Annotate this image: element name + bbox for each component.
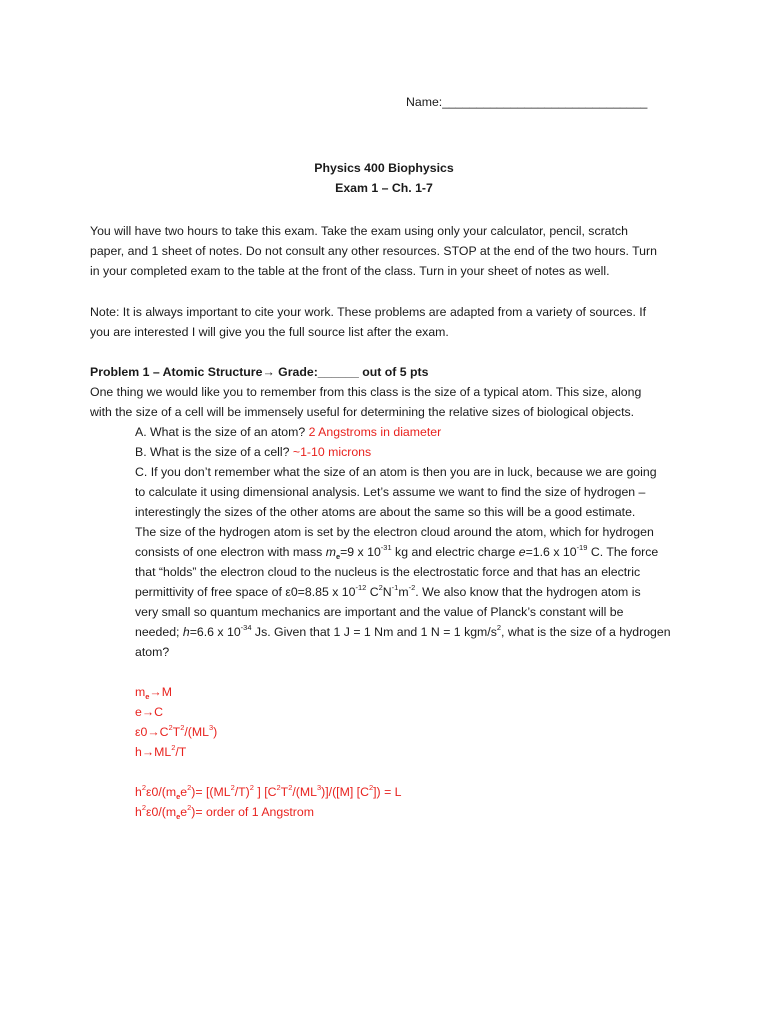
name-blank: ______________________________ <box>442 95 648 109</box>
text-run: 2 <box>276 783 281 792</box>
part-c-line: very small so quantum mechanics are important and the value of Planck’s constant will be <box>135 605 624 619</box>
text-run: Js. Given that 1 J = 1 Nm and 1 N = 1 kgm/s <box>251 625 497 639</box>
text-run: 2 <box>249 783 254 792</box>
text-run: =1.6 x 10 <box>525 545 577 559</box>
text-run: h→ML <box>135 745 172 759</box>
answer-line <box>135 785 402 799</box>
instructions-line: You will have two hours to take this exam. Take the exam using only your calculator, pencil, scratch <box>90 224 628 238</box>
part-b <box>135 445 371 459</box>
text-run: -34 <box>240 623 252 632</box>
course-title: Physics 400 Biophysics <box>314 161 454 175</box>
text-run: 2 <box>180 723 185 732</box>
part-b-question: B. What is the size of a cell? <box>135 445 293 459</box>
text-run: ε0/(m <box>146 805 177 819</box>
text-run: e <box>180 785 188 799</box>
arrow-icon: → <box>262 365 275 379</box>
text-run: 2 <box>171 743 176 752</box>
part-a-question: A. What is the size of an atom? <box>135 425 309 439</box>
text-run: . We also know that the hydrogen atom is <box>415 585 641 599</box>
text-run: -19 <box>576 543 588 552</box>
text-run: e <box>176 812 181 821</box>
part-c-line: to calculate it using dimensional analysis. Let’s assume we want to find the size of hydrogen – <box>135 485 646 499</box>
text-run: /T) <box>234 785 250 799</box>
text-run: T <box>280 785 289 799</box>
instructions-line: paper, and 1 sheet of notes. Do not consult any other resources. STOP at the end of the two hours. Turn <box>90 244 657 258</box>
text-run: )= [(ML <box>191 785 231 799</box>
text-run: -31 <box>380 543 392 552</box>
text-run: )]/([M] [C <box>321 785 369 799</box>
answer-line: e→C <box>135 705 164 719</box>
part-c-line: interestingly the sizes of the other atoms are about the same so this will be a good estimate. <box>135 505 636 519</box>
problem-intro-line: with the size of a cell will be immensely useful for determining the relative sizes of biological objects. <box>90 405 635 419</box>
name-line <box>406 95 647 109</box>
part-c-line <box>135 625 671 639</box>
text-run: 2 <box>141 783 147 792</box>
text-run: /(ML <box>292 785 317 799</box>
exam-title: Exam 1 – Ch. 1-7 <box>335 181 433 195</box>
answer-line <box>135 745 186 759</box>
text-run: 2 <box>378 583 383 592</box>
text-run: ) <box>213 725 218 739</box>
text-run: e <box>145 692 150 701</box>
text-run: T <box>172 725 181 739</box>
text-run: m <box>398 585 409 599</box>
text-run: needed; <box>135 625 183 639</box>
answer-line <box>135 685 172 699</box>
text-run: ε0/(m <box>146 785 177 799</box>
text-run: kg and electric charge <box>391 545 519 559</box>
text-run: 2 <box>368 783 374 792</box>
text-run: N <box>382 585 392 599</box>
part-c-line: atom? <box>135 645 170 659</box>
problem-heading <box>90 365 429 379</box>
text-run: 3 <box>316 783 322 792</box>
text-run: , what is the size of a hydrogen <box>501 625 671 639</box>
part-b-answer: ~1-10 microns <box>292 445 372 459</box>
text-run: )= order of 1 Angstrom <box>191 805 314 819</box>
note-line: Note: It is always important to cite your work. These problems are adapted from a variety of sources. If <box>90 305 647 319</box>
text-run: h <box>135 785 142 799</box>
text-run: 3 <box>208 723 214 732</box>
text-run: 2 <box>168 723 173 732</box>
text-run: 2 <box>187 783 192 792</box>
text-run: h <box>135 805 142 819</box>
text-run: ε0→C <box>135 725 169 739</box>
text-run: ] [C <box>253 785 277 799</box>
answer-line <box>135 725 217 739</box>
text-run: 2 <box>141 803 147 812</box>
text-run: =6.6 x 10 <box>189 625 241 639</box>
text-run: h <box>182 625 190 639</box>
text-run: e <box>180 805 188 819</box>
part-c-line: C. If you don’t remember what the size of an atom is then you are in luck, because we are going <box>135 465 657 479</box>
name-label: Name: <box>406 95 443 109</box>
part-c-line: that “holds” the electron cloud to the nucleus is the electrostatic force and that has an electric <box>135 565 641 579</box>
text-run: e <box>335 552 341 561</box>
text-run: -2 <box>408 583 416 592</box>
text-run: e <box>176 792 181 801</box>
text-run: e <box>518 545 526 559</box>
part-a-answer: 2 Angstroms in diameter <box>308 425 442 439</box>
grade-field: Grade:______ out of 5 pts <box>274 365 429 379</box>
answer-line <box>135 805 314 819</box>
problem-intro-line: One thing we would like you to remember from this class is the size of a typical atom. This size, along <box>90 385 642 399</box>
part-a <box>135 425 441 439</box>
text-run: C <box>366 585 379 599</box>
instructions-line: in your completed exam to the table at the front of the class. Turn in your sheet of notes as well. <box>90 264 610 278</box>
text-run: m <box>325 545 336 559</box>
part-c-line <box>135 585 641 599</box>
text-run: m <box>135 685 146 699</box>
text-run: →M <box>149 685 172 699</box>
part-c-line <box>135 545 658 559</box>
text-run: -12 <box>355 583 367 592</box>
text-run: 2 <box>288 783 293 792</box>
text-run: -1 <box>391 583 399 592</box>
note-line: you are interested I will give you the full source list after the exam. <box>90 325 449 339</box>
text-run: C. The force <box>587 545 659 559</box>
text-run: =9 x 10 <box>340 545 381 559</box>
text-run: 2 <box>187 803 192 812</box>
text-run: /T <box>175 745 187 759</box>
text-run: permittivity of free space of ε0=8.85 x 10 <box>135 585 356 599</box>
text-run: ]) = L <box>373 785 402 799</box>
text-run: 2 <box>496 623 502 632</box>
text-run: /(ML <box>184 725 209 739</box>
text-run: 2 <box>230 783 235 792</box>
problem-title: Problem 1 – Atomic Structure <box>90 365 263 379</box>
text-run: consists of one electron with mass <box>135 545 326 559</box>
part-c-line: The size of the hydrogen atom is set by the electron cloud around the atom, which for hydrogen <box>135 525 654 539</box>
